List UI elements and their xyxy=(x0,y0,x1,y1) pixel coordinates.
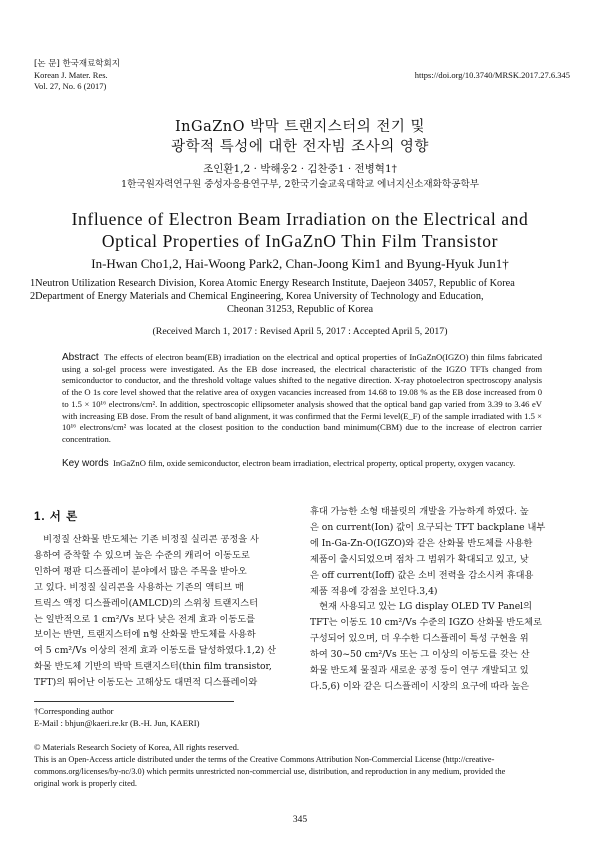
body-text-line: 현재 사용되고 있는 LG display OLED TV Panel의 xyxy=(310,601,532,613)
body-text-line: 화물 반도체 기반의 박막 트랜지스터(thin film transistor, xyxy=(34,661,272,673)
section-heading-introduction: 1. 서 론 xyxy=(34,511,79,523)
license-line-2: commons.org/licenses/by-nc/3.0) which permits unrestricted non-commercial use, distribution, and reproduction in any medium, provided the xyxy=(34,767,506,776)
body-text-line: 고 있다. 비정질 실리콘을 사용하는 기존의 액티브 매 xyxy=(34,581,244,593)
received-dates: (Received March 1, 2017 : Revised April 5, 2017 : Accepted April 5, 2017) xyxy=(152,326,448,337)
body-text-line: 는 일반적으로 1 cm²/Vs 보다 낮은 전계 효과 이동도를 xyxy=(34,613,255,625)
body-text-line: 제품 적용에 강점을 보인다.3,4) xyxy=(310,585,438,597)
body-text-line: TFT는 이동도 10 cm²/Vs 수준의 IGZO 산화물 반도체로 xyxy=(310,617,542,629)
keywords-block xyxy=(62,458,542,470)
journal-name-ko: [논 문] 한국재료학회지 xyxy=(34,59,120,69)
abstract-block xyxy=(62,352,542,446)
body-text-line: 하여 30~50 cm²/Vs 또는 그 이상의 이동도를 갖는 산 xyxy=(310,649,530,661)
journal-name-en: Korean J. Mater. Res. xyxy=(34,70,108,80)
body-text-line: 휴대 가능한 소형 태블릿의 개발을 가능하게 하였다. 높 xyxy=(310,506,529,517)
body-text-line: 은 on current(Ion) 값이 요구되는 TFT backplane 내부 xyxy=(310,521,546,533)
left-column xyxy=(34,532,288,691)
title-ko-line2: 광학적 특성에 대한 전자빔 조사의 영향 xyxy=(171,139,429,155)
title-en-line2: Optical Properties of InGaZnO Thin Film Transistor xyxy=(101,231,499,251)
right-column xyxy=(310,504,566,695)
body-text-line: 다.5,6) 이와 같은 디스플레이 시장의 요구에 따라 높은 xyxy=(310,680,530,692)
abstract-text: The effects of electron beam(EB) irradiation on the electrical and optical properties of InGaZnO(IGZO) thin films fabricated using a sol-gel process were investigated. As the EB dose increased, the electrical characteristic of the IGZO TFTs changed from semiconductor to conductor, and the threshold voltage values shifted to the negative direction. X-ray photoelectron spectroscopy analysis of the O 1s core level showed that the relative area of oxygen vacancies increased from 14.68 to 19.08 % as the EB dose increased from 0 to 1.5 × 10¹⁶ electrons/cm². In addition, spectroscopic ellipsometer analysis showed that the optical band gap varied from 3.39 to 3.46 eV with increasing EB dose. From the result of band alignment, it was confirmed that the Fermi level(E_F) of the sample irradiated with 1.5 × 10¹⁶ electrons/cm² was located at the closest position to the conduction band minimum(CBM) due to the increase of electron carrier concentration. xyxy=(62,352,543,444)
title-ko-line1: InGaZnO 박막 트랜지스터의 전기 및 xyxy=(174,119,426,135)
body-text-line: 은 off current(Ioff) 값은 소비 전력을 감소시켜 휴대용 xyxy=(310,569,534,581)
copyright-notice: © Materials Research Society of Korea, All rights reserved. xyxy=(34,742,240,752)
footnote-divider xyxy=(34,701,234,702)
body-text-line: 화물 반도체 물질과 새로운 공정 등이 연구 개발되고 있 xyxy=(310,665,529,677)
corresponding-author: †Corresponding author xyxy=(34,706,114,716)
body-text-line: 비정질 산화물 반도체는 기존 비정질 실리콘 공정을 사 xyxy=(34,534,259,545)
affiliation-en-2b: Cheonan 31253, Republic of Korea xyxy=(226,304,374,315)
affiliation-ko: 1한국원자력연구원 중성자응용연구부, 2한국기술교육대학교 에너지신소재화학공학부 xyxy=(120,179,480,190)
body-text-line: 트릭스 액정 디스플레이(AMLCD)의 스위칭 트랜지스터 xyxy=(34,597,259,609)
title-en-line1: Influence of Electron Beam Irradiation on the Electrical and xyxy=(71,209,529,229)
authors-ko: 조인환1,2 · 박해웅2 · 김찬중1 · 전병혁1† xyxy=(203,163,397,175)
affiliation-en-2a: 2Department of Energy Materials and Chemical Engineering, Korea University of Technology and Education, xyxy=(30,291,484,302)
journal-header xyxy=(34,59,120,92)
body-text-line: 제품이 출시되었으며 점차 그 범위가 확대되고 있고, 낮 xyxy=(310,553,529,565)
body-text-line: 인하여 평판 디스플레이 분야에서 많은 주목을 받아오 xyxy=(34,565,247,577)
body-text-line: TFT)의 뛰어난 이동도는 고해상도 대면적 디스플레이와 xyxy=(34,677,258,689)
authors-en: In-Hwan Cho1,2, Hai-Woong Park2, Chan-Joong Kim1 and Byung-Hyuk Jun1† xyxy=(91,256,509,271)
body-text-line: 에 In-Ga-Zn-O(IGZO)와 같은 산화물 반도체를 사용한 xyxy=(310,537,533,549)
affiliation-en-1: 1Neutron Utilization Research Division, Korea Atomic Energy Research Institute, Daejeon 34057, Republic of Korea xyxy=(30,278,515,289)
keywords-label: Key words xyxy=(62,458,109,469)
license-line-3: original work is properly cited. xyxy=(34,779,137,788)
body-text-line: 용하여 증착할 수 있으며 높은 수준의 캐리어 이동도로 xyxy=(34,549,250,561)
abstract-label: Abstract xyxy=(62,352,99,363)
body-text-line: 보이는 반면, 트랜지스터에 n형 산화물 반도체를 사용하 xyxy=(34,629,256,641)
body-text-line: 여 5 cm²/Vs 이상의 전계 효과 이동도를 달성하였다.1,2) 산 xyxy=(34,645,277,657)
page-number: 345 xyxy=(292,815,308,825)
journal-volume: Vol. 27, No. 6 (2017) xyxy=(34,81,107,91)
corresponding-email: E-Mail : bhjun@kaeri.re.kr (B.-H. Jun, KAERI) xyxy=(34,718,200,728)
license-line-1: This is an Open-Access article distributed under the terms of the Creative Commons Attribution Non-Commercial License (http://creative- xyxy=(34,755,495,764)
keywords-text: InGaZnO film, oxide semiconductor, electron beam irradiation, electrical property, optical property, oxygen vacancy. xyxy=(112,458,516,468)
doi-link[interactable]: https://doi.org/10.3740/MRSK.2017.27.6.345 xyxy=(414,70,570,80)
body-text-line: 구성되어 있으며, 더 우수한 디스플레이 특성 구현을 위 xyxy=(310,633,529,645)
